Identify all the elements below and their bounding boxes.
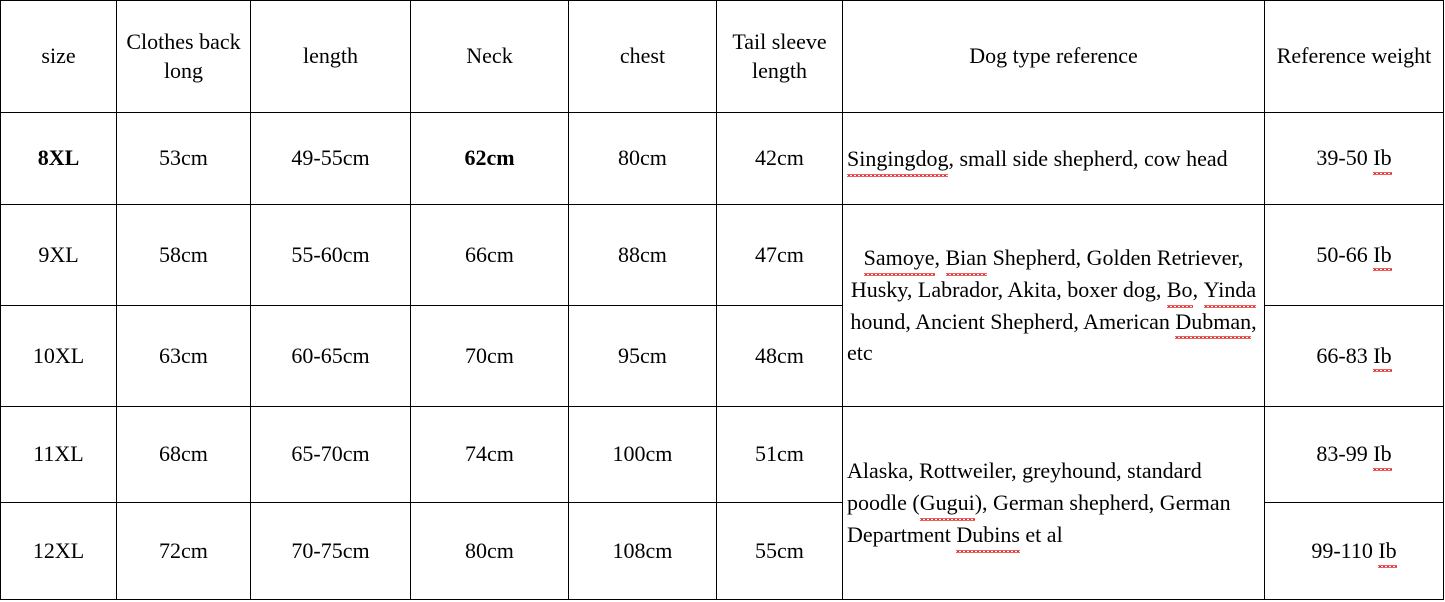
column-header-back-long: Clothes back long	[117, 1, 251, 113]
cell-chest: 88cm	[569, 205, 717, 306]
table-row	[1, 113, 1444, 205]
cell-back-long: 72cm	[117, 503, 251, 600]
cell-tail-sleeve: 48cm	[717, 306, 843, 407]
cell-neck: 74cm	[411, 406, 569, 503]
cell-dog-type-group-1: Singingdog, small side shepherd, cow head	[843, 113, 1265, 205]
column-header-length: length	[251, 1, 411, 113]
cell-length: 65-70cm	[251, 406, 411, 503]
cell-weight: 83-99 Ib	[1265, 406, 1444, 503]
column-header-dog-type: Dog type reference	[843, 1, 1265, 113]
header-row	[1, 1, 1444, 113]
column-header-neck: Neck	[411, 1, 569, 113]
column-header-tail-sleeve: Tail sleeve length	[717, 1, 843, 113]
spellcheck-word: Singingdog	[847, 143, 948, 175]
cell-back-long: 53cm	[117, 113, 251, 205]
table-row	[1, 406, 1444, 503]
table-row	[1, 205, 1444, 306]
cell-neck: 70cm	[411, 306, 569, 407]
cell-weight: 50-66 Ib	[1265, 205, 1444, 306]
cell-chest: 108cm	[569, 503, 717, 600]
cell-size: 12XL	[1, 503, 117, 600]
cell-tail-sleeve: 55cm	[717, 503, 843, 600]
spellcheck-word: Bian	[946, 242, 988, 274]
cell-chest: 95cm	[569, 306, 717, 407]
column-header-size: size	[1, 1, 117, 113]
cell-tail-sleeve: 47cm	[717, 205, 843, 306]
cell-chest: 100cm	[569, 406, 717, 503]
cell-size: 10XL	[1, 306, 117, 407]
column-header-chest: chest	[569, 1, 717, 113]
spellcheck-word: Bo	[1167, 274, 1193, 306]
cell-back-long: 58cm	[117, 205, 251, 306]
spellcheck-word: Ib	[1378, 537, 1396, 566]
spellcheck-word: Dubman	[1175, 306, 1251, 338]
spellcheck-word: Ib	[1373, 241, 1391, 270]
cell-back-long: 63cm	[117, 306, 251, 407]
cell-size: 11XL	[1, 406, 117, 503]
spellcheck-word: Samoye	[864, 242, 935, 274]
spellcheck-word: Ib	[1373, 342, 1391, 371]
column-header-weight: Reference weight	[1265, 1, 1444, 113]
spellcheck-word: Yinda	[1204, 274, 1257, 306]
cell-weight: 66-83 Ib	[1265, 306, 1444, 407]
cell-dog-type-group-2: Samoye, Bian Shepherd, Golden Retriever, Husky, Labrador, Akita, boxer dog, Bo, Yinda hound, Ancient Shepherd, American Dubman, etc	[843, 205, 1265, 407]
cell-neck: 66cm	[411, 205, 569, 306]
cell-size: 8XL	[1, 113, 117, 205]
spellcheck-word: Dubins	[956, 519, 1020, 551]
cell-back-long: 68cm	[117, 406, 251, 503]
cell-size: 9XL	[1, 205, 117, 306]
cell-weight: 39-50 Ib	[1265, 113, 1444, 205]
cell-length: 55-60cm	[251, 205, 411, 306]
table-body	[1, 113, 1444, 600]
cell-neck: 80cm	[411, 503, 569, 600]
spellcheck-word: Gugui	[920, 487, 975, 519]
cell-tail-sleeve: 51cm	[717, 406, 843, 503]
cell-length: 60-65cm	[251, 306, 411, 407]
cell-neck: 62cm	[411, 113, 569, 205]
cell-tail-sleeve: 42cm	[717, 113, 843, 205]
spellcheck-word: Ib	[1373, 144, 1391, 173]
cell-chest: 80cm	[569, 113, 717, 205]
spellcheck-word: Ib	[1373, 440, 1391, 469]
cell-dog-type-group-3: Alaska, Rottweiler, greyhound, standard poodle (Gugui), German shepherd, German Department Dubins et al	[843, 406, 1265, 599]
cell-length: 70-75cm	[251, 503, 411, 600]
cell-length: 49-55cm	[251, 113, 411, 205]
cell-weight: 99-110 Ib	[1265, 503, 1444, 600]
table-header	[1, 1, 1444, 113]
